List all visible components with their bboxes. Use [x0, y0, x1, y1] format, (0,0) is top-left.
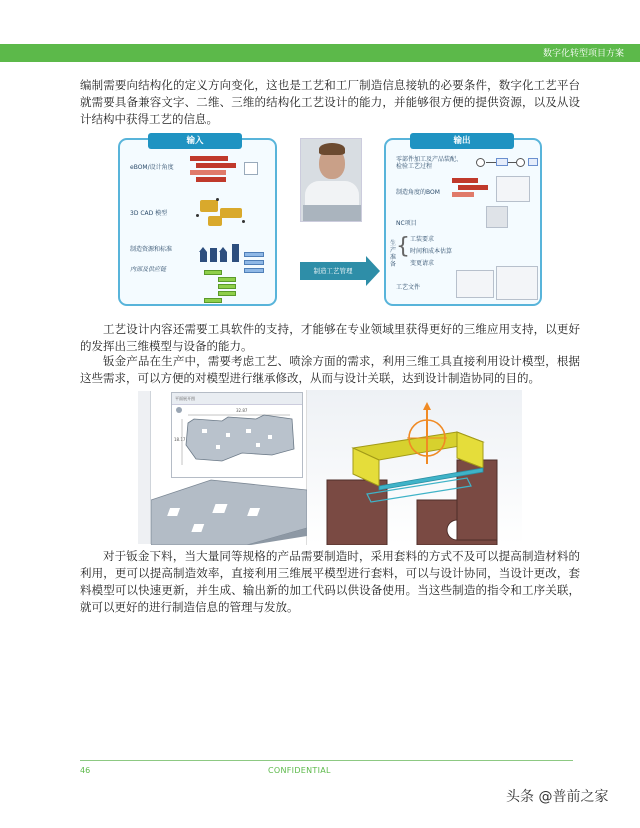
output-label-nc: NC项目: [396, 220, 417, 227]
confidential-label: CONFIDENTIAL: [268, 766, 331, 775]
output-label-mbom: 制造角度的BOM: [396, 189, 440, 196]
process-diagram: [118, 132, 542, 312]
input-label-ebom: eBOM/设计角度: [130, 164, 174, 171]
cad-dot: [216, 198, 219, 201]
supply-box: [218, 277, 236, 282]
mbom-screenshot: [496, 176, 530, 202]
flat-pattern-window: [171, 392, 303, 478]
flow-node: [516, 158, 525, 167]
ebom-bar: [196, 177, 226, 182]
paragraph-1: 编制需要向结构化的定义方向变化，这也是工艺和工厂制造信息接轨的必要条件，数字化工艺平台就需要具备兼容文字、二维、三维的结构化工艺设计的能力，并能够很方便的提供资源，以及从设计结构中获得工艺的信息。: [80, 78, 580, 126]
tool-strip: [138, 391, 151, 544]
resource-box: [244, 268, 264, 273]
flow-box: [528, 158, 538, 166]
paragraph-4: 对于钣金下料，当大量同等规格的产品需要制造时，采用套料的方式不及可以提高制造材料的利用，更可以提高制造效率，直接利用三维展平模型进行套料，可以与设计协同，当设计更改，套料模型可以快速更新，并生成、输出新的加工代码以供设备使用。当这些制造的指令和工序关联，就可以更好的进行制造信息的管理与发放。: [80, 549, 580, 614]
input-panel: [118, 138, 277, 306]
watermark: 头条 @普前之家: [506, 789, 609, 805]
output-label-docs: 工艺文件: [396, 284, 421, 291]
factory-icon: [200, 252, 207, 262]
cad-part-icon: [220, 208, 242, 218]
factory-icon: [220, 252, 227, 262]
flow-line: [486, 162, 496, 163]
flat-pattern-drawing: [172, 405, 304, 477]
engineer-photo: [300, 138, 362, 222]
cad-dot: [242, 220, 245, 223]
flat-pattern-view: [137, 390, 307, 545]
factory-roof: [199, 247, 207, 252]
process-doc-thumb: [456, 270, 494, 298]
ebom-bar: [190, 170, 226, 175]
mbom-bar: [452, 192, 474, 197]
factory-roof: [219, 247, 227, 252]
ebom-bar: [190, 156, 228, 161]
supply-box: [218, 291, 236, 296]
factory-icon: [210, 248, 217, 262]
cad-dot: [196, 214, 199, 217]
process-arrow-label: 制造工艺管理: [300, 262, 366, 280]
flat-pattern-window-title: 平面展开图: [175, 396, 195, 401]
document-icon: [244, 162, 258, 175]
supply-box: [204, 270, 222, 275]
flow-box: [496, 158, 508, 166]
process-arrow-head: [366, 256, 380, 286]
laptop: [303, 205, 361, 222]
flow-line: [508, 162, 516, 163]
footer-rule: [80, 760, 573, 761]
mbom-bar: [458, 185, 488, 190]
resource-box: [244, 252, 264, 257]
supply-box: [204, 298, 222, 303]
paragraph-3: 钣金产品在生产中，需要考虑工艺、喷涂方面的需求，利用三维工具直接利用设计模型，根据这些需求，可以方便的对模型进行继承修改，从而与设计关联，达到设计制造协同的目的。: [80, 354, 580, 385]
page-number: 46: [80, 766, 91, 775]
input-label-cad: 3D CAD 模型: [130, 210, 168, 217]
supply-box: [218, 284, 236, 289]
3d-model-view: [307, 390, 522, 545]
brace: {: [396, 234, 410, 259]
flat-pattern-toolbar: [172, 393, 302, 405]
factory-icon: [232, 244, 239, 262]
process-doc-thumb: [496, 266, 538, 300]
cad-part-icon: [200, 200, 218, 212]
output-label-tooling: 工装要求: [410, 236, 435, 243]
output-panel: [384, 138, 542, 306]
output-panel-title: 输出: [410, 133, 514, 149]
output-label-process: 零部件加工及产品装配、检验工艺过程: [396, 156, 463, 170]
dim-side: 18.17: [174, 437, 186, 442]
input-label-supply-chain: 内部及供应链: [130, 266, 167, 273]
ebom-bar: [196, 163, 236, 168]
header-title: 数字化转型项目方案: [542, 49, 624, 59]
flow-node: [476, 158, 485, 167]
cad-part-icon: [208, 216, 222, 226]
dim-top: 32.87: [236, 408, 248, 413]
output-label-change: 变更请求: [410, 260, 435, 267]
brace-label: 生产准备: [390, 240, 397, 268]
nc-machine-icon: [486, 206, 508, 228]
output-label-cost: 时间和成本估算: [410, 248, 453, 255]
paragraph-2: 工艺设计内容还需要工具软件的支持，才能够在专业领域里获得更好的三维应用支持，以更好的发挥出三维模型与设备的能力。: [80, 322, 580, 353]
mbom-bar: [452, 178, 478, 183]
sheet-metal-3d-part: [151, 478, 307, 545]
bracket-3d-model: [307, 390, 522, 545]
input-label-resources: 制造资源和标准: [130, 246, 173, 253]
sheet-metal-figure: [137, 390, 522, 545]
input-panel-title: 输入: [148, 133, 242, 149]
header-bar: [0, 44, 640, 62]
resource-box: [244, 260, 264, 265]
engineer-hair: [319, 143, 345, 155]
